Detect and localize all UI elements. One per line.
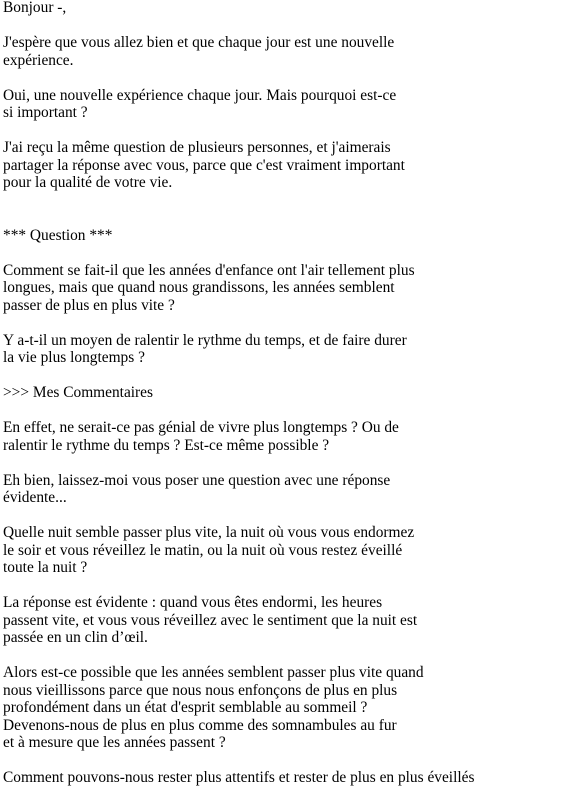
email-body (3, 0, 573, 804)
comment-paragraph-1: En effet, ne serait-ce pas génial de vivre plus longtemps ? Ou de ralentir le rythme du temps ? Est-ce même possible ? (3, 419, 399, 454)
comment-paragraph-4: La réponse est évidente : quand vous êtes endormi, les heures passent vite, et vous vous réveillez avec le sentiment que la nuit est passée en un clin d’œil. (3, 594, 418, 646)
paragraph-intro-3: J'ai reçu la même question de plusieurs personnes, et j'aimerais partager la réponse avec vous, parce que c'est vraiment important pour la qualité de votre vie. (3, 139, 405, 191)
greeting: Bonjour -, (3, 0, 67, 16)
question-heading: *** Question *** (3, 226, 113, 244)
paragraph-intro-2: Oui, une nouvelle expérience chaque jour. Mais pourquoi est-ce si important ? (3, 86, 397, 121)
spacer (3, 209, 573, 227)
paragraph-intro-1: J'espère que vous allez bien et que chaque jour est une nouvelle expérience. (3, 34, 395, 69)
question-paragraph-1: Comment se fait-il que les années d'enfance ont l'air tellement plus longues, mais que quand nous grandissons, les années semblent passer de plus en plus vite ? (3, 261, 415, 314)
comment-paragraph-6: Comment pouvons-nous rester plus attentifs et rester de plus en plus éveillés (3, 769, 475, 786)
comment-paragraph-5: Alors est-ce possible que les années semblent passer plus vite quand nous vieillissons parce que nous nous enfonçons de plus en plus profondément dans un état d'esprit semblable au sommeil ? Devenons-nous de plus en plus comme des somnambules au fur et à mesure que les années passent ? (3, 664, 424, 751)
question-paragraph-2: Y a-t-il un moyen de ralentir le rythme du temps, et de faire durer la vie plus longtemps ? (3, 331, 407, 366)
comment-paragraph-3: Quelle nuit semble passer plus vite, la nuit où vous vous endormez le soir et vous réveillez le matin, ou la nuit où vous restez éveillé toute la nuit ? (3, 524, 415, 576)
comments-heading: >>> Mes Commentaires (3, 384, 153, 401)
comment-paragraph-2: Eh bien, laissez-moi vous poser une question avec une réponse évidente... (3, 471, 391, 506)
